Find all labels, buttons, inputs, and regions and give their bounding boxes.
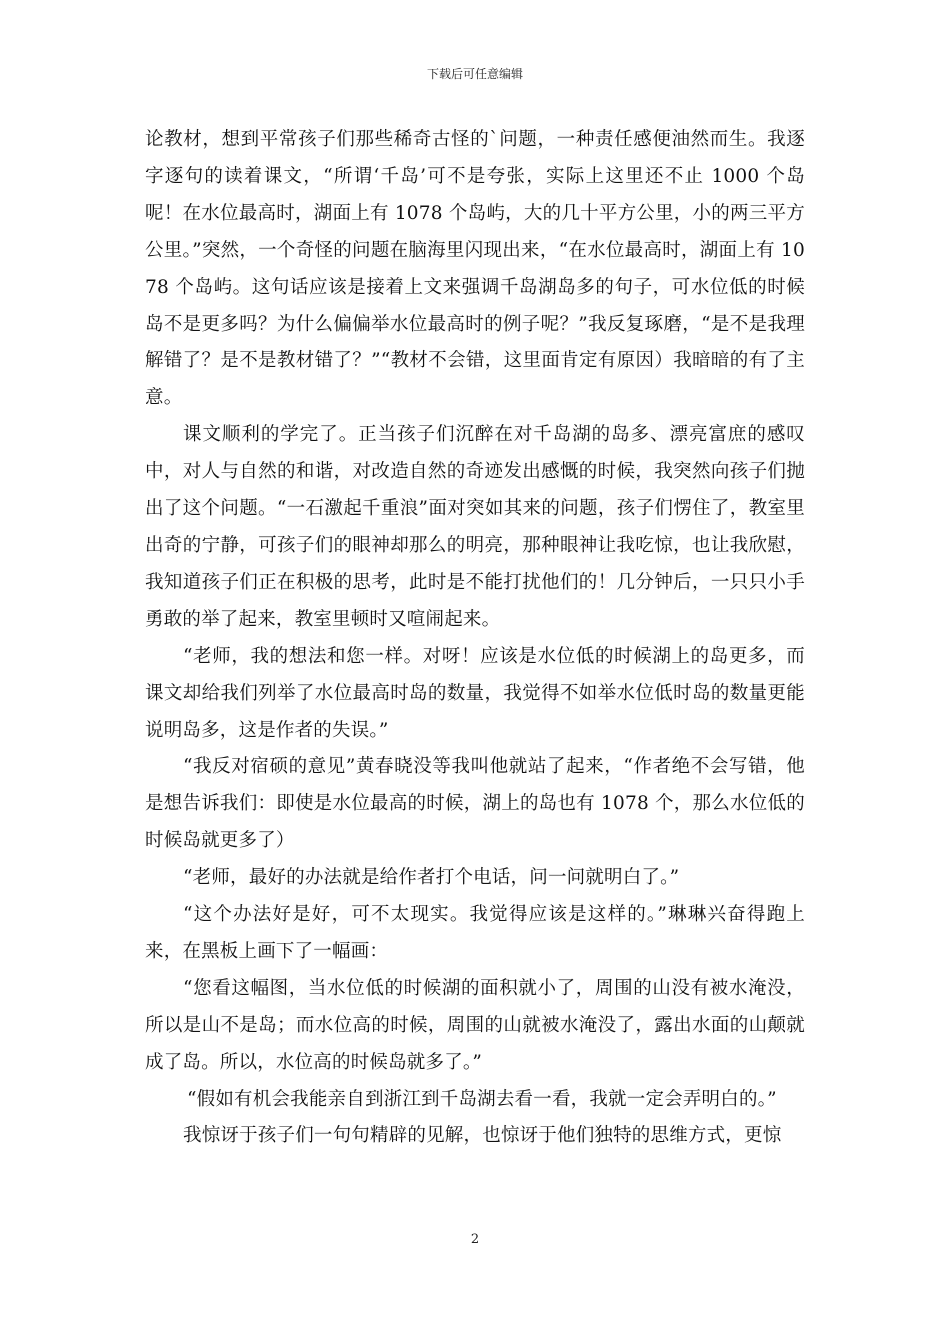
paragraph-9: 我惊讶于孩子们一句句精辟的见解，也惊讶于他们独特的思维方式，更惊 (183, 1125, 782, 1147)
paragraph-7: “您看这幅图，当水位低的时候湖的面积就小了，周围的山没有被水淹没，所以是山不是岛；而水位高的时候，周围的山就被水淹没了，露出水面的山颠就成了岛。所以，水位高的时候岛就多了。” (145, 977, 805, 1073)
paragraph-2: 课文顺利的学完了。正当孩子们沉醉在对千岛湖的岛多、漂亮富庶的感叹中，对人与自然的和谐，对改造自然的奇迹发出感慨的时候，我突然向孩子们抛出了这个问题。“一石激起千重浪”面对突如其来的问题，孩子们愣住了，教室里出奇的宁静，可孩子们的眼神却那么的明亮，那种眼神让我吃惊，也让我欣慰，我知道孩子们正在积极的思考，此时是不能打扰他们的！几分钟后，一只只小手勇敢的举了起来，教室里顿时又喧闹起来。 (145, 424, 805, 630)
paragraph-5: “老师，最好的办法就是给作者打个电话，问一问就明白了。” (183, 867, 680, 889)
paragraph-3: “老师，我的想法和您一样。对呀！应该是水位低的时候湖上的岛更多，而课文却给我们列举了水位最高时岛的数量，我觉得不如举水位低时岛的数量更能说明岛多，这是作者的失误。” (145, 645, 805, 741)
page-number: 2 (470, 1232, 480, 1247)
paragraph-4: “我反对宿硕的意见”黄春晓没等我叫他就站了起来，“作者绝不会写错，他是想告诉我们：即使是水位最高的时候，湖上的岛也有 1078 个，那么水位低的时候岛就更多了） (145, 756, 805, 852)
page-header: 下载后可任意编辑 (426, 67, 523, 81)
paragraph-6: “这个办法好是好，可不太现实。我觉得应该是这样的。”琳琳兴奋得跑上来，在黑板上画下了一幅画： (145, 904, 805, 962)
document-body (145, 122, 805, 1155)
paragraph-8: “假如有机会我能亲自到浙江到千岛湖去看一看，我就一定会弄明白的。” (187, 1088, 777, 1110)
paragraph-1: 论教材，想到平常孩子们那些稀奇古怪的`问题，一种责任感便油然而生。我逐字逐句的读着课文，“所谓‘千岛’可不是夸张，实际上这里还不止 1000 个岛呢！在水位最高时，湖面上有 1078 个岛屿，大的几十平方公里，小的两三平方公里。”突然，一个奇怪的问题在脑海里闪现出来，“在水位最高时，湖面上有 1078 个岛屿。这句话应该是接着上文来强调千岛湖岛多的句子，可水位低的时候岛不是更多吗？为什么偏偏举水位最高时的例子呢？”我反复琢磨，“是不是我理解错了？是不是教材错了？”“教材不会错，这里面肯定有原因）我暗暗的有了主意。 (145, 129, 805, 409)
